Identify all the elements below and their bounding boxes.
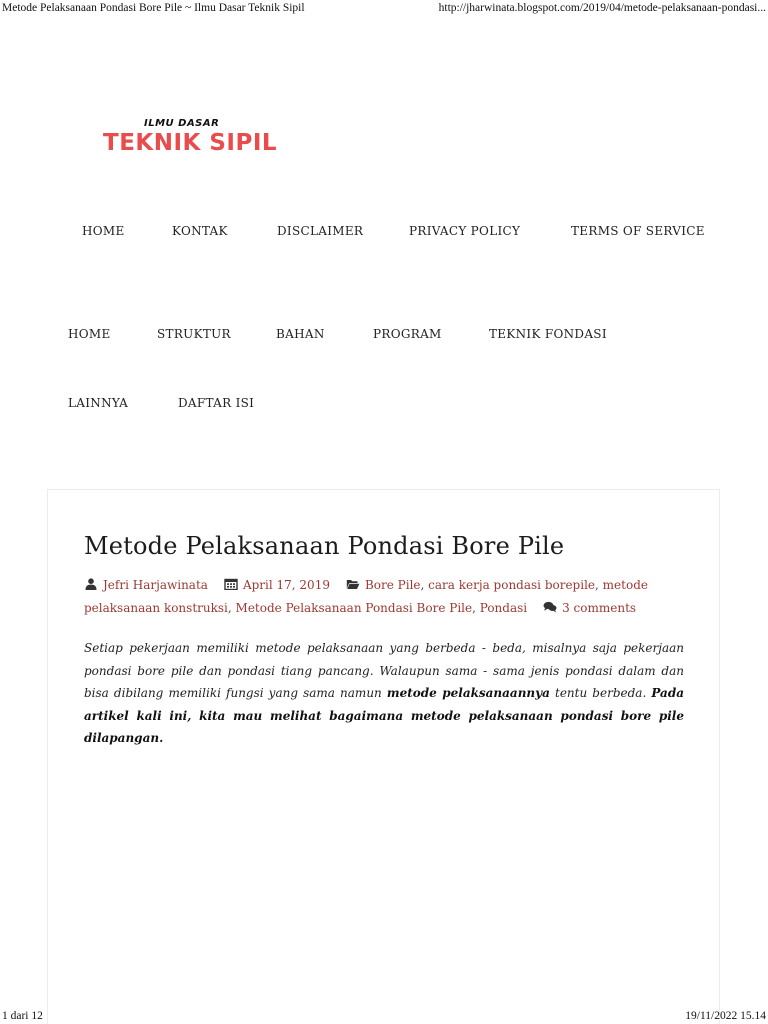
- folder-open-icon: [346, 578, 360, 590]
- print-page-url: http://jharwinata.blogspot.com/2019/04/metode-pelaksanaan-pondasi...: [438, 2, 766, 14]
- post-text-bold: Pada artikel kali ini, kita mau melihat bagaimana metode pelaksanaan pondasi bore pile dilapangan.: [84, 686, 685, 745]
- top-nav: [0, 224, 768, 244]
- post-comments-link[interactable]: 3 comments: [562, 601, 637, 615]
- post-date-link[interactable]: April 17, 2019: [242, 578, 330, 592]
- category-nav-teknik-fondasi[interactable]: TEKNIK FONDASI: [489, 327, 607, 341]
- logo-small-text: ILMU DASAR: [144, 118, 220, 129]
- user-icon: [84, 578, 98, 590]
- calendar-icon: [224, 578, 238, 590]
- top-nav-privacy-policy[interactable]: PRIVACY POLICY: [409, 224, 521, 238]
- logo-big-text: TEKNIK SIPIL: [103, 130, 278, 156]
- post-text: Setiap pekerjaan memiliki metode pelaksanaan yang berbeda - beda, misalnya saja pekerjaan pondasi bore pile dan pondasi tiang pancang. Walaupun sama - sama jenis pondasi dalam dan bisa dibilang memiliki fungsi yang sama namun: [84, 641, 684, 700]
- post-label-link[interactable]: Metode Pelaksanaan Pondasi Bore Pile: [235, 601, 473, 615]
- print-page-number: 1 dari 12: [2, 1010, 43, 1022]
- post-label-link[interactable]: metode pelaksanaan konstruksi: [84, 578, 648, 615]
- post-meta: Jefri Harjawinata April 17, 2019 Bore Pile, cara kerja pondasi borepile, metode pelaksanaan konstruksi, Metode Pelaksanaan Pondasi Bore Pile, Pondasi 3 comments: [84, 578, 648, 615]
- top-nav-home[interactable]: HOME: [82, 224, 125, 238]
- post-title: Metode Pelaksanaan Pondasi Bore Pile: [84, 532, 565, 560]
- print-header: [0, 0, 768, 18]
- post-card: [47, 489, 720, 1024]
- post-text: tentu berbeda.: [549, 686, 652, 700]
- post-label-link[interactable]: Bore Pile: [364, 578, 421, 592]
- category-nav-home[interactable]: HOME: [68, 327, 111, 341]
- category-nav-daftar-isi[interactable]: DAFTAR ISI: [178, 396, 255, 410]
- site-logo[interactable]: [103, 118, 293, 162]
- category-nav-program[interactable]: PROGRAM: [373, 327, 442, 341]
- top-nav-disclaimer[interactable]: DISCLAIMER: [277, 224, 364, 238]
- post-label-link[interactable]: cara kerja pondasi borepile: [428, 578, 596, 592]
- post-body: [84, 637, 684, 750]
- category-nav-bahan[interactable]: BAHAN: [276, 327, 325, 341]
- top-nav-kontak[interactable]: KONTAK: [172, 224, 228, 238]
- print-datetime: 19/11/2022 15.14: [685, 1010, 766, 1022]
- category-nav-struktur[interactable]: STRUKTUR: [157, 327, 231, 341]
- post-text-bold: metode pelaksanaannya: [386, 686, 550, 700]
- category-nav-row-1: [0, 327, 768, 347]
- post-paragraph: [84, 637, 684, 750]
- print-page-title: Metode Pelaksanaan Pondasi Bore Pile ~ Ilmu Dasar Teknik Sipil: [2, 2, 305, 14]
- category-nav-lainnya[interactable]: LAINNYA: [68, 396, 129, 410]
- category-nav-row-2: [0, 396, 768, 416]
- post-label-link[interactable]: Pondasi: [479, 601, 528, 615]
- top-nav-terms-of-service[interactable]: TERMS OF SERVICE: [571, 224, 705, 238]
- print-footer: [0, 1010, 768, 1024]
- comments-icon: [543, 601, 557, 613]
- post-author-link[interactable]: Jefri Harjawinata: [103, 578, 208, 592]
